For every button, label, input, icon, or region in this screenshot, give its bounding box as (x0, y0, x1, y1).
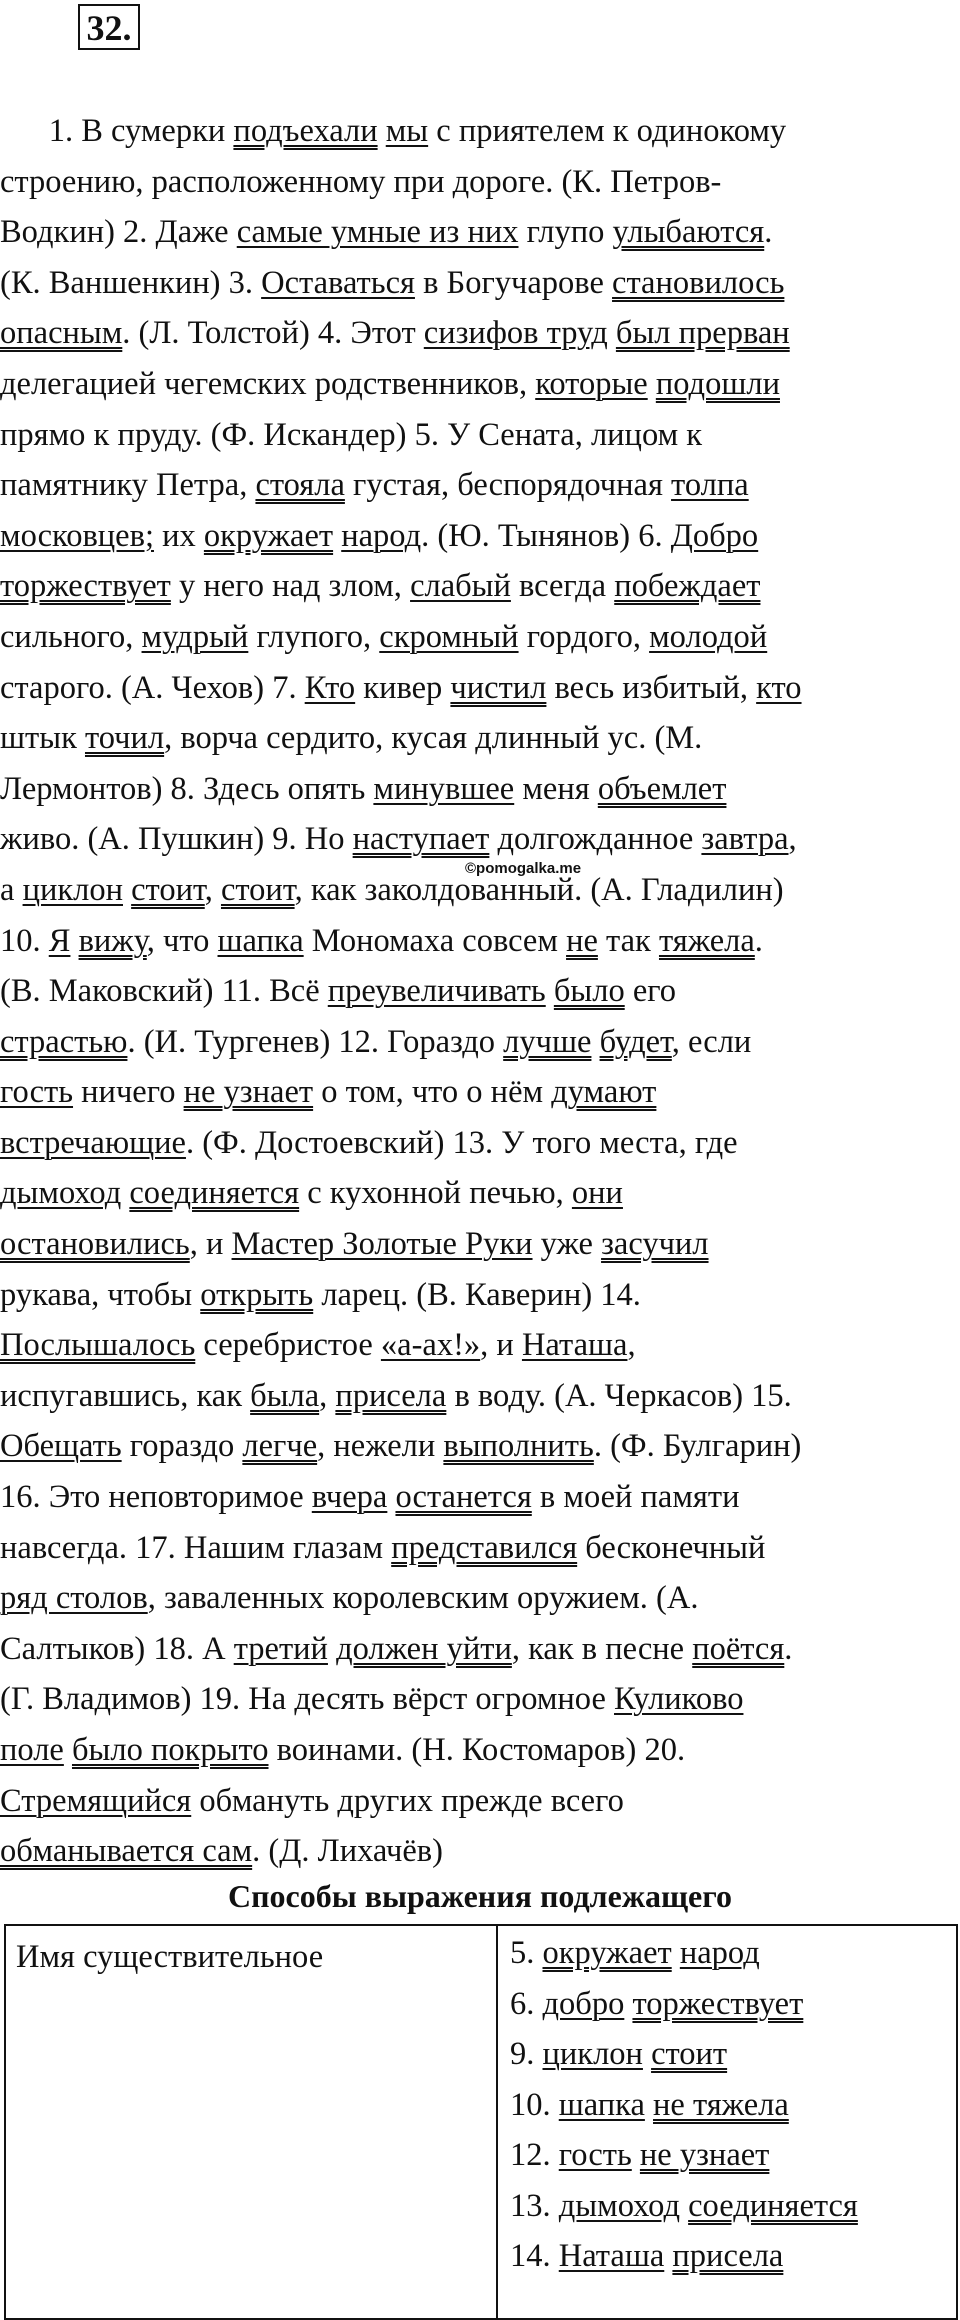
line-text: в Богучарове (414, 264, 613, 301)
predicate-word: тяжела (658, 922, 755, 959)
predicate-word: побеждает (614, 568, 761, 605)
line-text: , (788, 821, 797, 858)
line-text (591, 1024, 599, 1060)
line-text: , и (189, 1226, 232, 1263)
text-line (0, 1371, 958, 1422)
line-text: (К. Ваншенкин) 3. (0, 264, 262, 301)
predicate-word: улыбаются (612, 214, 765, 251)
predicate-word: легче (242, 1428, 318, 1465)
text-line (0, 1826, 958, 1877)
line-text: весь избитый, (546, 669, 757, 706)
predicate-word: было (553, 973, 625, 1010)
line-text (70, 923, 78, 959)
subject-word: поле (0, 1732, 64, 1768)
line-text: , и (480, 1327, 522, 1364)
line-text: Салтыков) 18. А (0, 1630, 234, 1667)
line-text: , заваленных королевским оружием. (А. (147, 1580, 699, 1617)
subject-word: дымоход (0, 1175, 122, 1212)
line-text: обмануть других прежде всего (191, 1782, 624, 1819)
text-line (0, 157, 958, 208)
line-text: их (153, 517, 204, 554)
predicate-word: подъехали (233, 113, 378, 149)
text-line (0, 1421, 958, 1472)
line-text: о том, что о нём (313, 1074, 552, 1111)
predicate-word: поётся (692, 1630, 785, 1667)
line-text: кивер (355, 669, 451, 706)
line-text: ничего (73, 1074, 184, 1111)
text-line (0, 359, 958, 410)
predicate-word: выполнить (443, 1428, 594, 1465)
subject-word: ряд столов (0, 1580, 148, 1617)
line-text: меня (514, 770, 598, 807)
line-text: его (624, 973, 677, 1010)
line-text: сильного, (0, 618, 142, 655)
line-text: в моей памяти (531, 1479, 740, 1516)
text-line (0, 1017, 958, 1068)
predicate-word: становилось (612, 264, 785, 301)
line-text: памятнику Петра, (0, 467, 256, 504)
line-text (378, 113, 386, 149)
subject-word: самые умные из них (236, 214, 519, 251)
line-text: . (754, 922, 763, 959)
line-text: , (204, 871, 221, 908)
line-text: . (784, 1630, 793, 1667)
predicate-word: представился (391, 1529, 578, 1566)
text-line (0, 1776, 958, 1827)
line-text: строению, расположенному при дороге. (К. Петров- (0, 163, 722, 200)
example-row (510, 2181, 956, 2232)
line-text: , нежели (317, 1428, 444, 1465)
text-line (0, 1219, 958, 1270)
subject-word: они (571, 1175, 623, 1212)
text-line (0, 814, 958, 865)
line-text: старого. (А. Чехов) 7. (0, 669, 305, 706)
text-line (0, 966, 958, 1017)
predicate-word: должен уйти (336, 1630, 512, 1667)
predicate-word: наступает (352, 821, 490, 858)
subject-word: Наташа (558, 2238, 665, 2274)
predicate-word: точил (84, 720, 165, 757)
predicate-word: страстью (0, 1023, 128, 1060)
line-text: 16. Это неповторимое (0, 1479, 312, 1516)
example-row (510, 2130, 956, 2181)
example-text (632, 2137, 640, 2173)
line-text: в воду. (А. Черкасов) 15. (446, 1377, 792, 1414)
predicate-word: стоит (220, 871, 295, 908)
table-category-cell: Имя существительное (5, 1925, 497, 2319)
predicate-word: торжествует (632, 1985, 804, 2022)
predicate-word: останется (395, 1479, 532, 1516)
line-text (333, 518, 341, 554)
line-text: (В. Маковский) 11. Всё (0, 973, 328, 1010)
line-text: . (Д. Лихачёв) (252, 1833, 443, 1870)
subject-word: народ (679, 1935, 760, 1971)
predicate-word: не тяжела (653, 2086, 789, 2123)
line-text: густая, беспорядочная (344, 467, 672, 504)
example-text: 13. (510, 2187, 559, 2224)
predicate-word: была (250, 1377, 320, 1414)
line-text: Лермонтов) 8. Здесь опять (0, 770, 374, 807)
subject-word: дымоход (558, 2187, 680, 2224)
line-text: так (597, 922, 659, 959)
subject-word: третий (233, 1630, 328, 1667)
subject-word: толпа (671, 467, 749, 504)
line-text: , (627, 1327, 636, 1364)
predicate-word: торжествует (0, 568, 171, 605)
predicate-word: Послышалось (0, 1327, 196, 1364)
predicate-word: думают (551, 1074, 657, 1111)
text-line (0, 1320, 958, 1371)
predicate-word: не узнает (639, 2137, 770, 2173)
line-text: испугавшись, как (0, 1377, 251, 1414)
subject-word: которые (535, 365, 648, 402)
example-text: 14. (510, 2238, 559, 2274)
text-line (0, 916, 958, 967)
table-title: Способы выражения подлежащего (228, 1878, 732, 1914)
line-text: 10. (0, 922, 49, 959)
line-text: серебристое (195, 1327, 381, 1364)
predicate-word: лучше (503, 1023, 592, 1060)
text-line (0, 1067, 958, 1118)
predicate-word: присела (672, 2238, 784, 2274)
text-line (0, 1168, 958, 1219)
watermark: ©pomogalka.me (465, 860, 582, 877)
example-row (510, 2080, 956, 2131)
text-line (0, 106, 958, 157)
line-text: навсегда. 17. Нашим глазам (0, 1529, 392, 1566)
predicate-word: окружает (203, 517, 334, 554)
subject-word: Мастер Золотые Руки (231, 1226, 533, 1263)
line-text (648, 366, 656, 402)
example-text (643, 2036, 651, 2072)
example-text: 10. (510, 2086, 559, 2123)
text-line (0, 1523, 958, 1574)
predicate-word: засучил (601, 1226, 709, 1263)
predicate-word: стояла (255, 467, 345, 504)
line-text: Водкин) 2. Даже (0, 214, 237, 251)
line-text (608, 315, 616, 351)
subject-word: слабый (410, 568, 511, 605)
subject-word: гость (0, 1074, 74, 1111)
exercise-number: 32. (78, 4, 140, 50)
predicate-word: открыть (200, 1276, 314, 1313)
line-text: воинами. (Н. Костомаров) 20. (268, 1732, 686, 1768)
text-line (0, 258, 958, 309)
example-text: 12. (510, 2137, 559, 2173)
subject-word: мы (385, 113, 429, 149)
example-row (510, 1979, 956, 2030)
line-text: долгожданное (489, 821, 702, 858)
line-text: , ворча сердито, кусая длинный ус. (М. (164, 720, 703, 757)
example-text: 9. (510, 2036, 543, 2072)
line-text: глупого, (248, 618, 380, 655)
line-text: у него над злом, (170, 568, 411, 605)
text-line (0, 511, 958, 562)
predicate-word: соединяется (688, 2187, 858, 2224)
text-line (0, 713, 958, 764)
subject-table (4, 1924, 958, 2320)
predicate-word: окружает (542, 1935, 672, 1971)
line-text: . (764, 214, 773, 251)
line-text: , как заколдованный. (А. Гладилин) (294, 871, 784, 908)
exercise-text (0, 106, 958, 1877)
subject-word: московцев; (0, 517, 154, 554)
predicate-word: вижу (78, 922, 147, 959)
text-line (0, 561, 958, 612)
text-line (0, 207, 958, 258)
line-text: (Г. Владимов) 19. На десять вёрст огромное (0, 1681, 615, 1718)
text-line (0, 1472, 958, 1523)
subject-word: гость (558, 2137, 632, 2173)
line-text: . (Ф. Булгарин) (593, 1428, 802, 1465)
predicate-word: будет (599, 1023, 672, 1060)
text-line (0, 1118, 958, 1169)
line-text: . (Ю. Тынянов) 6. (421, 517, 671, 554)
subject-word: завтра (701, 821, 789, 858)
example-row (510, 2029, 956, 2080)
text-line (0, 663, 958, 714)
text-line (0, 308, 958, 359)
line-text: 1. В сумерки (0, 113, 234, 149)
table-examples-cell (497, 1925, 957, 2319)
subject-word: Куликово (614, 1681, 744, 1718)
line-text: бесконечный (577, 1529, 766, 1566)
line-text: , если (671, 1023, 752, 1060)
subject-word: минувшее (373, 770, 515, 807)
line-text: ларец. (В. Каверин) 14. (313, 1276, 641, 1313)
example-text (672, 1935, 680, 1971)
subject-word: шапка (217, 922, 304, 959)
line-text: . (И. Тургенев) 12. Гораздо (127, 1023, 504, 1060)
subject-word: кто (756, 669, 802, 706)
subject-word: преувеличивать (327, 973, 546, 1010)
predicate-word: остановились (0, 1226, 190, 1263)
subject-word: Оставаться (261, 264, 415, 301)
text-line (0, 460, 958, 511)
line-text: , что (146, 922, 218, 959)
example-text (680, 2188, 688, 2224)
predicate-word: опасным (0, 315, 123, 352)
line-text: рукава, чтобы (0, 1276, 201, 1313)
line-text: гордого, (518, 618, 650, 655)
subject-word: Добро (670, 517, 759, 554)
text-line (0, 1725, 958, 1776)
subject-word: скромный (379, 618, 519, 655)
example-text (645, 2087, 653, 2123)
line-text: Мономаха совсем (303, 922, 567, 959)
line-text: . (Л. Толстой) 4. Этот (122, 315, 424, 352)
predicate-word: не узнает (183, 1074, 314, 1111)
predicate-word: было покрыто (71, 1732, 269, 1768)
line-text: всегда (510, 568, 615, 605)
subject-word: циклон (542, 2036, 643, 2072)
line-text: штык (0, 720, 85, 757)
predicate-word: подошли (655, 365, 780, 402)
subject-word: Обещать (0, 1428, 122, 1465)
subject-word: Стремящийся (0, 1782, 192, 1819)
subject-word: Кто (304, 669, 356, 706)
text-line (0, 612, 958, 663)
predicate-word: обманывается сам (0, 1833, 253, 1870)
line-text: с кухонной печью, (299, 1175, 572, 1212)
predicate-word: объемлет (597, 770, 727, 807)
text-line (0, 764, 958, 815)
subject-word: «а-ах!» (380, 1327, 481, 1364)
line-text (546, 973, 554, 1009)
subject-word: добро (542, 1985, 625, 2022)
subject-word: народ (341, 517, 422, 554)
line-text (123, 872, 131, 908)
line-text: с приятелем к одинокому (428, 113, 787, 149)
subject-word: циклон (22, 871, 123, 908)
predicate-word: соединяется (129, 1175, 300, 1212)
line-text: уже (532, 1226, 602, 1263)
text-line (0, 1624, 958, 1675)
subject-word: мудрый (141, 618, 249, 655)
subject-word: Наташа (521, 1327, 628, 1364)
predicate-word: был прерван (615, 315, 790, 352)
predicate-word: присела (335, 1377, 447, 1414)
line-text: гораздо (121, 1428, 243, 1465)
subject-word: сизифов труд (423, 315, 608, 352)
text-line (0, 1573, 958, 1624)
line-text: , (319, 1377, 336, 1414)
line-text: глупо (518, 214, 613, 251)
predicate-word: не (566, 922, 598, 959)
example-text: 5. (510, 1935, 543, 1971)
predicate-word: стоит (651, 2036, 728, 2072)
text-line (0, 410, 958, 461)
subject-word: Я (48, 922, 71, 959)
predicate-word: стоит (131, 871, 205, 908)
line-text (64, 1732, 72, 1768)
text-line (0, 1270, 958, 1321)
line-text: живо. (А. Пушкин) 9. Но (0, 821, 353, 858)
line-text: а (0, 871, 23, 908)
example-text: 6. (510, 1985, 543, 2022)
subject-word: вчера (311, 1479, 388, 1516)
subject-word: шапка (558, 2086, 645, 2123)
line-text: делегацией чегемских родственников, (0, 365, 536, 402)
text-line (0, 1674, 958, 1725)
subject-word: молодой (649, 618, 768, 655)
example-row (510, 1928, 956, 1979)
line-text: прямо к пруду. (Ф. Искандер) 5. У Сената, лицом к (0, 416, 703, 453)
line-text: , как в песне (511, 1630, 693, 1667)
subject-word: встречающие (0, 1124, 186, 1161)
predicate-word: чистил (450, 669, 547, 706)
line-text (328, 1631, 336, 1667)
example-row (510, 2231, 956, 2282)
line-text: . (Ф. Достоевский) 13. У того места, где (185, 1124, 738, 1161)
